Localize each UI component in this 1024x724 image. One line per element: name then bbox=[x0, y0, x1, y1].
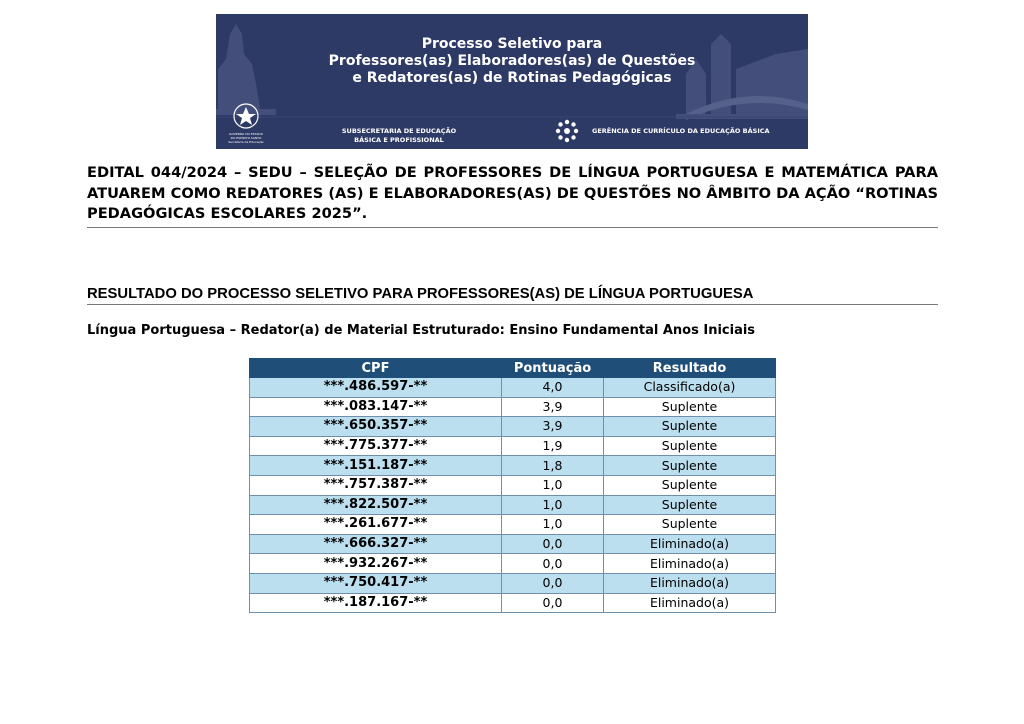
pontuacao-cell: 0,0 bbox=[502, 593, 604, 613]
gov-label-line: DO ESPÍRITO SANTO bbox=[230, 136, 262, 140]
cpf-cell: ***.083.147-** bbox=[250, 397, 502, 417]
cpf-cell: ***.261.677-** bbox=[250, 515, 502, 535]
subsecretaria-label bbox=[334, 127, 464, 145]
pontuacao-cell: 4,0 bbox=[502, 378, 604, 398]
resultado-cell: Suplente bbox=[604, 397, 776, 417]
pontuacao-cell: 1,8 bbox=[502, 456, 604, 476]
pontuacao-cell: 0,0 bbox=[502, 534, 604, 554]
gov-label bbox=[226, 132, 266, 144]
table-row bbox=[250, 515, 776, 535]
cpf-cell: ***.822.507-** bbox=[250, 495, 502, 515]
subsecretaria-line: SUBSECRETARIA DE EDUCAÇÃO bbox=[341, 127, 457, 135]
resultado-cell: Eliminado(a) bbox=[604, 554, 776, 574]
resultado-cell: Suplente bbox=[604, 417, 776, 437]
subheading: Língua Portuguesa – Redator(a) de Material Estruturado: Ensino Fundamental Anos Iniciais bbox=[87, 323, 756, 338]
edital-title: EDITAL 044/2024 – SEDU – SELEÇÃO DE PROFESSORES DE LÍNGUA PORTUGUESA E MATEMÁTICA PARA ATUAREM COMO REDATORES (AS) E ELABORADORES(AS) DE QUESTÕES NO ÂMBITO DA AÇÃO “ROTINAS PEDAGÓGICAS ESCOLARES 2025”. bbox=[87, 164, 938, 222]
table-row bbox=[250, 475, 776, 495]
gerencia-logo-icon bbox=[554, 118, 580, 144]
state-seal-icon bbox=[232, 102, 260, 130]
cpf-cell: ***.757.387-** bbox=[250, 475, 502, 495]
banner-title-line: Processo Seletivo para bbox=[421, 36, 603, 52]
resultado-cell: Suplente bbox=[604, 436, 776, 456]
pontuacao-cell: 1,0 bbox=[502, 515, 604, 535]
pontuacao-cell: 0,0 bbox=[502, 554, 604, 574]
cpf-cell: ***.650.357-** bbox=[250, 417, 502, 437]
header-banner bbox=[216, 14, 808, 149]
table-row bbox=[250, 534, 776, 554]
section-title: RESULTADO DO PROCESSO SELETIVO PARA PROFESSORES(AS) DE LÍNGUA PORTUGUESA bbox=[87, 286, 754, 302]
resultado-cell: Eliminado(a) bbox=[604, 593, 776, 613]
table-header-row bbox=[250, 359, 776, 378]
divider bbox=[87, 227, 938, 228]
table-row bbox=[250, 495, 776, 515]
table-row bbox=[250, 573, 776, 593]
resultado-cell: Eliminado(a) bbox=[604, 573, 776, 593]
pontuacao-cell: 1,9 bbox=[502, 436, 604, 456]
resultado-cell: Classificado(a) bbox=[604, 378, 776, 398]
divider bbox=[87, 304, 938, 305]
cpf-cell: ***.775.377-** bbox=[250, 436, 502, 456]
cpf-cell: ***.187.167-** bbox=[250, 593, 502, 613]
pontuacao-cell: 0,0 bbox=[502, 573, 604, 593]
banner-title-line: e Redatores(as) de Rotinas Pedagógicas bbox=[352, 70, 672, 86]
cpf-cell: ***.151.187-** bbox=[250, 456, 502, 476]
resultado-cell: Suplente bbox=[604, 456, 776, 476]
pontuacao-cell: 3,9 bbox=[502, 397, 604, 417]
table-row bbox=[250, 378, 776, 398]
subsecretaria-line: BÁSICA E PROFISSIONAL bbox=[354, 136, 444, 144]
resultado-cell: Suplente bbox=[604, 515, 776, 535]
column-header-cpf: CPF bbox=[250, 359, 502, 378]
cpf-cell: ***.486.597-** bbox=[250, 378, 502, 398]
resultado-cell: Eliminado(a) bbox=[604, 534, 776, 554]
column-header-pontuacao: Pontuação bbox=[502, 359, 604, 378]
cpf-cell: ***.666.327-** bbox=[250, 534, 502, 554]
pontuacao-cell: 1,0 bbox=[502, 475, 604, 495]
pontuacao-cell: 3,9 bbox=[502, 417, 604, 437]
table-row bbox=[250, 397, 776, 417]
pontuacao-cell: 1,0 bbox=[502, 495, 604, 515]
column-header-resultado: Resultado bbox=[604, 359, 776, 378]
results-table bbox=[249, 358, 776, 613]
table-row bbox=[250, 593, 776, 613]
gov-label-line: Secretaria da Educação bbox=[228, 140, 264, 144]
table-row bbox=[250, 554, 776, 574]
table-row bbox=[250, 456, 776, 476]
gerencia-label: GERÊNCIA DE CURRÍCULO DA EDUCAÇÃO BÁSICA bbox=[592, 127, 770, 135]
cpf-cell: ***.750.417-** bbox=[250, 573, 502, 593]
resultado-cell: Suplente bbox=[604, 475, 776, 495]
table-row bbox=[250, 436, 776, 456]
cpf-cell: ***.932.267-** bbox=[250, 554, 502, 574]
resultado-cell: Suplente bbox=[604, 495, 776, 515]
table-row bbox=[250, 417, 776, 437]
banner-title-line: Professores(as) Elaboradores(as) de Questões bbox=[328, 53, 696, 69]
banner-title bbox=[216, 36, 808, 87]
gov-label-line: GOVERNO DO ESTADO bbox=[229, 132, 263, 136]
